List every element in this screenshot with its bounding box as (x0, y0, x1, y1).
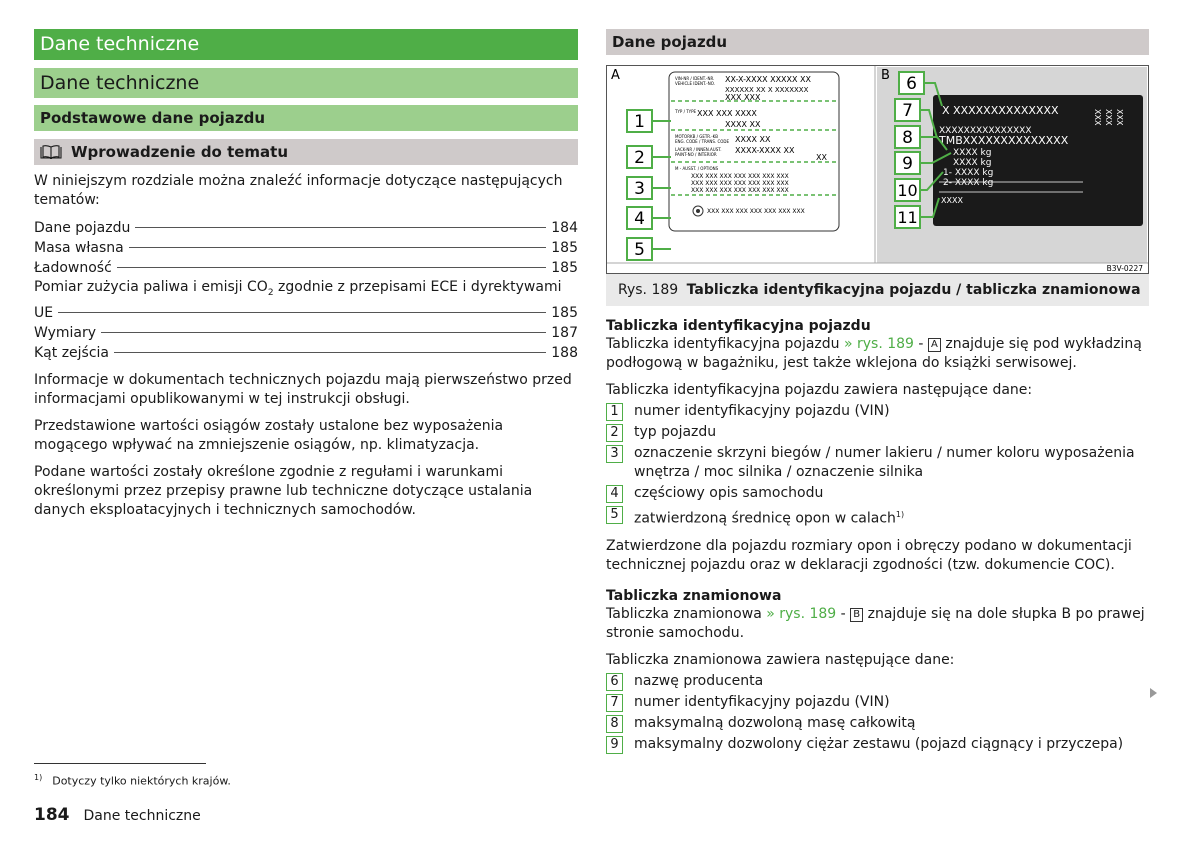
svg-text:XXX: XXX (1093, 109, 1102, 126)
svg-text:LACK-NR / INNEN.AUST.: LACK-NR / INNEN.AUST. (675, 147, 722, 152)
svg-text:1- XXXX kg: 1- XXXX kg (943, 168, 994, 178)
paragraph: Podane wartości zostały określone zgodnie z regułami i warunkami określonymi przez przepisy prawne lub techniczne dotyczące ustalania danych eksploatacyjnych i technicznych samochodów. (34, 463, 533, 518)
key-b: B (850, 608, 863, 622)
list-item: 2 typ pojazdu (606, 423, 1149, 442)
toc-entry[interactable] (34, 343, 578, 363)
footnote-mark: 1) (34, 773, 43, 782)
toc-label: Kąt zejścia (34, 344, 110, 361)
toc-label-line1: Pomiar zużycia paliwa i emisji $CO_2$ zgodnie z przepisami ECE i dyrektywami (34, 279, 562, 298)
panel-b-label: B (881, 68, 890, 83)
paragraph: Tabliczka znamionowa » rys. 189 - B znajduje się na dole słupka B po prawej stronie samochodu. (606, 605, 1145, 641)
paragraph: Zatwierdzone dla pojazdu rozmiary opon i obręczy podano w dokumentacji technicznej pojazdu oraz w deklaracji zgodności (tzw. dokumencie COC). (606, 537, 1132, 573)
figure-189 (606, 65, 1149, 274)
caption-ref: Rys. 189 (618, 282, 679, 298)
item-number: 9 (606, 736, 623, 754)
continue-arrow-icon (1150, 688, 1157, 698)
page-footer (34, 805, 201, 825)
table-of-contents (34, 218, 578, 363)
svg-text:10: 10 (897, 181, 918, 200)
list-item: 3 oznaczenie skrzyni biegów / numer lakieru / numer koloru wyposażenia wnętrza / moc silnika / oznaczenie silnika (606, 444, 1149, 482)
section-heading: Tabliczka znamionowa (606, 587, 782, 604)
paragraph: Tabliczka identyfikacyjna pojazdu zawiera następujące dane: (606, 382, 1033, 398)
toc-entry[interactable] (34, 278, 578, 323)
figure-link[interactable]: » rys. 189 (766, 605, 837, 622)
svg-text:XXXXXX XX X XXXXXXX: XXXXXX XX X XXXXXXX (725, 86, 809, 94)
toc-entry[interactable] (34, 258, 578, 278)
book-icon (40, 145, 62, 159)
svg-text:1: 1 (634, 112, 645, 132)
svg-text:XX: XX (816, 153, 827, 162)
footnote-divider (34, 763, 206, 764)
toc-entry[interactable] (34, 218, 578, 238)
svg-text:PAINT-NO / INTERIOR: PAINT-NO / INTERIOR (675, 152, 717, 157)
svg-text:VIN-NR / IDENT.-NR.: VIN-NR / IDENT.-NR. (675, 76, 715, 81)
toc-label: Ładowność (34, 260, 112, 276)
toc-page: 184 (551, 220, 578, 236)
toc-label: Wymiary (34, 324, 97, 341)
item-number: 3 (606, 445, 623, 463)
svg-text:8: 8 (902, 128, 913, 148)
toc-entry[interactable] (34, 238, 578, 258)
item-number: 6 (606, 673, 623, 691)
svg-text:XXXX XX: XXXX XX (735, 135, 771, 144)
svg-text:TMBXXXXXXXXXXXXXX: TMBXXXXXXXXXXXXXX (939, 134, 1069, 147)
svg-text:7: 7 (902, 101, 913, 121)
item-number: 5 (606, 506, 623, 524)
item-number: 8 (606, 715, 623, 733)
item-number: 7 (606, 694, 623, 712)
intro-heading: Wprowadzenie do tematu (71, 143, 289, 161)
svg-text:11: 11 (897, 208, 918, 227)
paragraph: Przedstawione wartości osiągów zostały ustalone bez wyposażenia mogącego wpływać na zmniejszenie osiągów, np. klimatyzacja. (34, 417, 504, 453)
svg-text:XXXX kg: XXXX kg (953, 148, 992, 158)
item-number: 4 (606, 485, 623, 503)
svg-text:3: 3 (634, 179, 645, 199)
toc-page: 185 (551, 240, 578, 256)
list-item: 5 zatwierdzoną średnicę opon w calach$^{1)}$ (606, 505, 1149, 529)
list-type-plate (606, 672, 1149, 754)
toc-label: UE (34, 304, 54, 321)
svg-text:XXX: XXX (1115, 109, 1124, 126)
svg-text:X XXXXXXXXXXXXXX: X XXXXXXXXXXXXXX (942, 104, 1059, 117)
figure-code: B3V-0227 (1106, 264, 1143, 273)
section-header: Dane pojazdu (606, 29, 1149, 55)
paragraph: Tabliczka identyfikacyjna pojazdu » rys. 189 - A znajduje się pod wykładziną podłogową w bagażniku, jest także wklejona do książki serwisowej. (606, 336, 1142, 371)
list-item: 4 częściowy opis samochodu (606, 484, 1149, 503)
list-id-plate (606, 402, 1149, 529)
toc-entry[interactable] (34, 323, 578, 343)
svg-text:ENG. CODE / TRANS. CODE: ENG. CODE / TRANS. CODE (675, 139, 730, 144)
svg-text:XX-X-XXXX XXXXX XX: XX-X-XXXX XXXXX XX (725, 75, 811, 84)
section-title: Dane techniczne (34, 68, 578, 98)
svg-text:XXX XXX XXX XXX XXX XXX XXX: XXX XXX XXX XXX XXX XXX XXX (691, 187, 789, 194)
svg-text:XXX XXX: XXX XXX (725, 93, 761, 102)
list-item: 6 nazwę producenta (606, 672, 1149, 691)
page-number: 184 (34, 805, 70, 825)
paragraph: Tabliczka znamionowa zawiera następujące dane: (606, 651, 955, 668)
svg-text:XXX XXX XXXX: XXX XXX XXXX (697, 109, 757, 118)
svg-text:XXXX-XXXX XX: XXXX-XXXX XX (735, 146, 795, 155)
svg-text:6: 6 (906, 74, 917, 94)
svg-text:4: 4 (634, 209, 645, 229)
intro-text: W niniejszym rozdziale można znaleźć informacje dotyczące następujących tematów: (34, 173, 563, 208)
subsection-title: Podstawowe dane pojazdu (34, 105, 578, 131)
footnote-text: Dotyczy tylko niektórych krajów. (52, 774, 231, 788)
left-column (34, 29, 578, 528)
svg-text:XXXX kg: XXXX kg (953, 158, 992, 168)
section-heading: Tabliczka identyfikacyjna pojazdu (606, 318, 871, 334)
list-item: 9 maksymalny dozwolony ciężar zestawu (pojazd ciągnący i przyczepa) (606, 735, 1149, 754)
item-number: 2 (606, 424, 623, 442)
svg-text:2- XXXX kg: 2- XXXX kg (943, 178, 994, 188)
paragraph: Informacje w dokumentach technicznych pojazdu mają pierwszeństwo przed informacjami opublikowanymi w tej instrukcji obsługi. (34, 371, 572, 407)
svg-text:M - AUSST. / OPTIONS: M - AUSST. / OPTIONS (675, 166, 719, 171)
svg-text:VEHICLE IDENT.-NO.: VEHICLE IDENT.-NO. (675, 81, 715, 86)
svg-text:9: 9 (902, 154, 913, 174)
svg-text:MOTORKB / GETR.-KB: MOTORKB / GETR.-KB (675, 134, 719, 139)
chapter-title: Dane techniczne (34, 29, 578, 60)
toc-page: 187 (551, 324, 578, 341)
list-item: 7 numer identyfikacyjny pojazdu (VIN) (606, 693, 1149, 712)
panel-a-label: A (611, 68, 620, 83)
toc-page: 185 (551, 304, 578, 321)
toc-label: Masa własna (34, 240, 124, 256)
svg-text:XXX XXX XXX XXX XXX XXX XXX: XXX XXX XXX XXX XXX XXX XXX (707, 208, 805, 215)
list-item: 1 numer identyfikacyjny pojazdu (VIN) (606, 402, 1149, 421)
svg-text:XXX: XXX (1104, 109, 1113, 126)
svg-text:2: 2 (634, 148, 645, 168)
svg-text:XXXXXXXXXXXXXXX: XXXXXXXXXXXXXXX (939, 126, 1032, 136)
svg-text:TYP / TYPE: TYP / TYPE (675, 109, 697, 114)
toc-page: 188 (551, 344, 578, 361)
figure-caption (606, 274, 1149, 306)
svg-text:XXXX XX: XXXX XX (725, 120, 761, 129)
footnote (34, 773, 231, 788)
intro-heading-bar (34, 139, 578, 165)
toc-label: Dane pojazdu (34, 220, 131, 236)
footer-section: Dane techniczne (83, 808, 201, 824)
svg-text:XXX XXX XXX XXX XXX XXX XXX: XXX XXX XXX XXX XXX XXX XXX (691, 180, 789, 187)
caption-text: Tabliczka identyfikacyjna pojazdu / tabliczka znamionowa (686, 282, 1141, 298)
svg-text:XXX XXX XXX XXX XXX XXX XXX: XXX XXX XXX XXX XXX XXX XXX (691, 173, 789, 180)
toc-page: 185 (551, 260, 578, 276)
svg-text:XXXX: XXXX (941, 196, 963, 205)
callout-5 (627, 238, 671, 260)
key-a: A (928, 338, 941, 352)
right-column (606, 29, 1149, 756)
list-item: 8 maksymalną dozwoloną masę całkowitą (606, 714, 1149, 733)
item-number: 1 (606, 403, 623, 421)
figure-link[interactable]: » rys. 189 (843, 336, 914, 352)
svg-text:5: 5 (634, 240, 645, 260)
